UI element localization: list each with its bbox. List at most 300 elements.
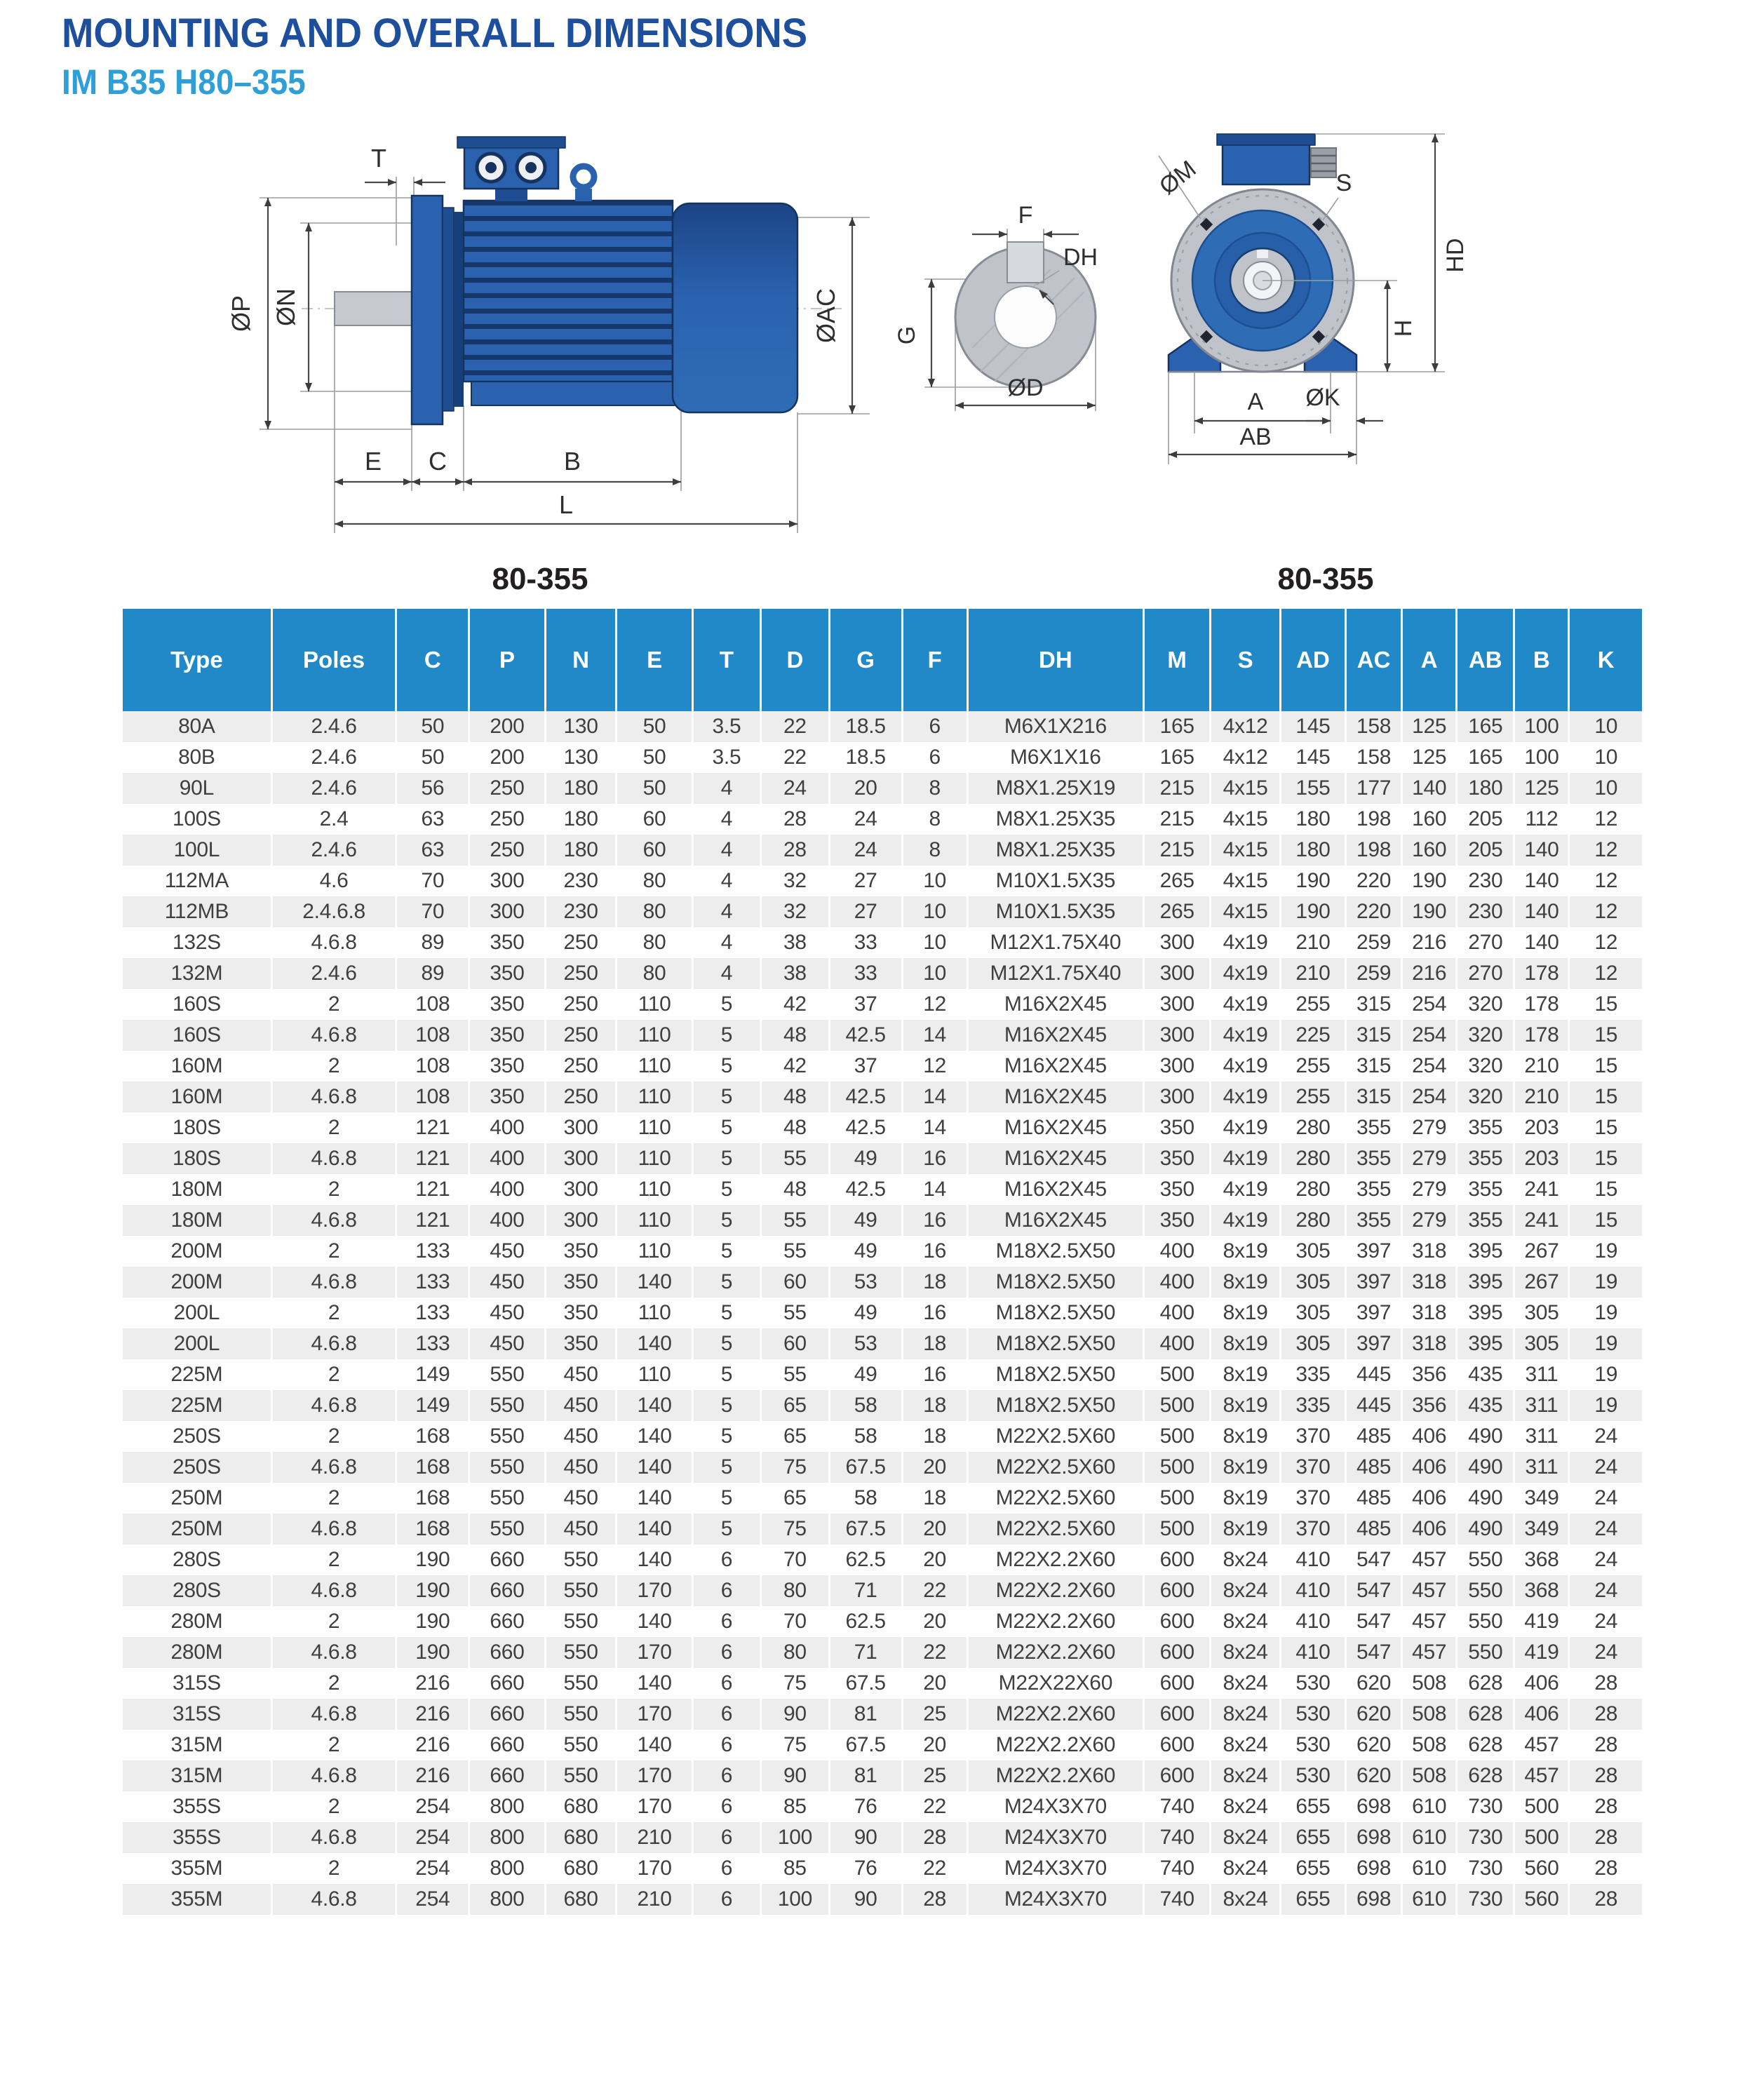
table-cell: 28 [761,835,829,866]
table-cell: 4 [692,958,760,989]
table-cell: 406 [1514,1668,1569,1699]
table-cell: 140 [617,1514,692,1544]
page-title: MOUNTING AND OVERALL DIMENSIONS [62,11,808,56]
table-cell: 280M [170,1641,223,1664]
table-cell: 230 [545,896,617,927]
table-cell: 6 [902,742,967,773]
table-cell: 28 [1569,1822,1642,1853]
table-cell: 49 [829,1205,902,1236]
table-cell: 406 [1402,1514,1457,1544]
table-cell: 28 [761,804,829,835]
table-cell: 49 [829,1143,902,1174]
table-cell: 279 [1402,1112,1457,1143]
table-cell: 19 [1569,1236,1642,1267]
table-cell: 18.5 [829,711,902,742]
table-cell: 178 [1514,1020,1569,1051]
table-cell: 6 [692,1575,760,1606]
side-view-drawing [227,137,870,533]
table-cell: 14 [902,1020,967,1051]
table-cell: 110 [617,989,692,1020]
table-cell: 168 [396,1421,469,1452]
table-cell: 90 [761,1760,829,1791]
table-cell: 90 [829,1822,902,1853]
column-header-k: K [1569,609,1642,711]
flange-neck [454,212,464,407]
table-cell: 500 [1144,1359,1211,1390]
table-cell: 8x19 [1211,1298,1281,1328]
table-cell: 4.6.8 [271,1328,396,1359]
table-cell: 5 [692,989,760,1020]
table-cell: 4x19 [1211,1051,1281,1082]
table-cell: 550 [469,1390,545,1421]
table-cell: 12 [902,989,967,1020]
table-cell: M18X2.5X50 [967,1298,1143,1328]
table-cell: 600 [1144,1730,1211,1760]
table-cell: 311 [1514,1421,1569,1452]
table-cell: 190 [1402,896,1457,927]
table-cell: 241 [1514,1205,1569,1236]
table-cell: 280S [172,1548,221,1571]
table-cell: 50 [396,711,469,742]
table-cell: 168 [396,1452,469,1483]
table-row [123,1791,1642,1822]
table-cell: 305 [1280,1236,1345,1267]
table-cell: 200M [170,1239,223,1262]
table-cell: 80B [178,746,215,769]
dimensions-table [123,609,1642,1915]
table-cell: 165 [1457,711,1514,742]
table-cell: 200M [170,1270,223,1293]
table-cell: 250 [545,1020,617,1051]
table-cell: 550 [545,1544,617,1575]
table-cell: 5 [692,1421,760,1452]
table-cell: 259 [1346,927,1402,958]
table-cell: 4x12 [1211,711,1281,742]
table-cell: 216 [1402,958,1457,989]
table-cell: 50 [396,742,469,773]
table-cell: 395 [1457,1267,1514,1298]
table-cell: 410 [1280,1544,1345,1575]
table-cell: 315M [170,1733,223,1756]
table-cell: 140 [617,1606,692,1637]
table-cell: 8 [902,804,967,835]
table-cell: 203 [1514,1143,1569,1174]
table-cell: 280 [1280,1112,1345,1143]
table-cell: 12 [1569,804,1642,835]
table-cell: 67.5 [829,1452,902,1483]
table-cell: 355M [170,1857,223,1880]
table-cell: 50 [617,711,692,742]
table-cell: 4.6.8 [271,1143,396,1174]
table-cell: 660 [469,1668,545,1699]
table-cell: 49 [829,1236,902,1267]
table-cell: 200L [173,1301,220,1324]
table-cell: M10X1.5X35 [967,896,1143,927]
table-cell: 170 [617,1853,692,1884]
table-cell: 8x24 [1211,1822,1281,1853]
table-cell: 4.6.8 [271,1390,396,1421]
dim-label-ac: ØAC [812,288,840,344]
table-cell: 140 [1514,896,1569,927]
table-cell: 8x19 [1211,1390,1281,1421]
table-cell: 6 [692,1822,760,1853]
table-cell: 300 [1144,958,1211,989]
table-cell: 190 [396,1637,469,1668]
table-cell: 2.4.6 [271,773,396,804]
table-cell: M6X1X16 [967,742,1143,773]
table-cell: 410 [1280,1637,1345,1668]
table-cell: 24 [1569,1452,1642,1483]
table-cell: 80 [761,1575,829,1606]
table-cell: 250S [172,1455,221,1479]
table-cell: 110 [617,1020,692,1051]
table-cell: 2.4.6 [271,711,396,742]
table-cell: 350 [1144,1205,1211,1236]
table-cell: 140 [617,1421,692,1452]
table-cell: 620 [1346,1699,1402,1730]
table-cell: 190 [1280,896,1345,927]
table-cell: 680 [545,1853,617,1884]
table-cell: 300 [1144,989,1211,1020]
table-cell: 4.6.8 [271,1637,396,1668]
table-row [123,1760,1642,1791]
motor-foot [471,382,680,405]
table-cell: 279 [1402,1143,1457,1174]
table-cell: 355 [1346,1174,1402,1205]
table-cell: 457 [1402,1575,1457,1606]
table-cell: 140 [617,1544,692,1575]
table-cell: 500 [1144,1452,1211,1483]
table-cell: 32 [761,896,829,927]
table-cell: M16X2X45 [967,1082,1143,1112]
shaft-section-drawing [894,202,1098,411]
table-cell: 15 [1569,1143,1642,1174]
table-row [123,989,1642,1020]
table-cell: 190 [1280,866,1345,896]
table-cell: 5 [692,1298,760,1328]
table-cell: 5 [692,1483,760,1514]
table-cell: 370 [1280,1421,1345,1452]
table-cell: 216 [1402,927,1457,958]
table-cell: 318 [1402,1298,1457,1328]
table-cell: 71 [829,1637,902,1668]
table-row [123,1668,1642,1699]
table-cell: 8x19 [1211,1421,1281,1452]
table-cell: 190 [396,1606,469,1637]
table-cell: 550 [469,1359,545,1390]
table-cell: 160 [1402,804,1457,835]
table-cell: 450 [545,1483,617,1514]
table-cell: 419 [1514,1606,1569,1637]
table-cell: 250 [545,989,617,1020]
table-cell: 356 [1402,1390,1457,1421]
dim-label-hd: HD [1442,238,1469,273]
cable-gland-left-hole [485,162,497,173]
table-cell: 457 [1402,1637,1457,1668]
column-header-ab: AB [1457,609,1514,711]
table-cell: 110 [617,1298,692,1328]
table-cell: 67.5 [829,1514,902,1544]
table-cell: 100S [172,807,221,830]
table-cell: 320 [1457,1020,1514,1051]
table-cell: 457 [1514,1760,1569,1791]
table-cell: 8x24 [1211,1575,1281,1606]
table-cell: 6 [692,1606,760,1637]
table-cell: 8x19 [1211,1236,1281,1267]
table-cell: 2 [271,1791,396,1822]
table-cell: 508 [1402,1668,1457,1699]
table-cell: 2 [271,1483,396,1514]
dim-label-c: C [429,447,447,476]
table-cell: 203 [1514,1112,1569,1143]
table-cell: 400 [1144,1267,1211,1298]
table-cell: 305 [1280,1267,1345,1298]
table-cell: 350 [1144,1143,1211,1174]
table-cell: 10 [1569,742,1642,773]
table-cell: 210 [617,1822,692,1853]
table-cell: 500 [1144,1483,1211,1514]
table-cell: 85 [761,1791,829,1822]
table-cell: 80A [178,715,215,738]
table-cell: 205 [1457,804,1514,835]
table-row [123,1359,1642,1390]
table-cell: M24X3X70 [967,1791,1143,1822]
table-row [123,1051,1642,1082]
table-cell: 18 [902,1267,967,1298]
table-cell: 530 [1280,1699,1345,1730]
table-cell: 170 [617,1791,692,1822]
table-row [123,1112,1642,1143]
table-cell: 12 [1569,866,1642,896]
table-row [123,1143,1642,1174]
table-cell: 355 [1457,1205,1514,1236]
table-cell: 250 [545,1051,617,1082]
table-cell: 500 [1514,1822,1569,1853]
table-cell: 28 [1569,1699,1642,1730]
table-cell: 490 [1457,1421,1514,1452]
table-cell: 180S [172,1147,221,1170]
table-cell: 149 [396,1359,469,1390]
table-cell: M12X1.75X40 [967,958,1143,989]
table-cell: 5 [692,1267,760,1298]
table-row [123,1606,1642,1637]
table-cell: 19 [1569,1267,1642,1298]
table-cell: 22 [902,1791,967,1822]
terminal-box-neck [495,189,527,201]
table-cell: 20 [902,1606,967,1637]
table-cell: 37 [829,989,902,1020]
table-cell: 8x19 [1211,1328,1281,1359]
table-cell: 406 [1514,1699,1569,1730]
table-cell: 100 [761,1884,829,1915]
table-cell: 300 [545,1143,617,1174]
table-cell: 315S [172,1702,221,1725]
table-cell: 8x24 [1211,1606,1281,1637]
table-cell: 10 [902,896,967,927]
table-cell: 132S [172,931,221,954]
table-cell: 300 [469,866,545,896]
table-cell: M16X2X45 [967,1205,1143,1236]
table-cell: 80 [617,927,692,958]
terminal-box-lid [457,137,565,148]
column-header-b: B [1514,609,1569,711]
table-cell: 530 [1280,1730,1345,1760]
table-cell: 4 [692,835,760,866]
table-cell: 547 [1346,1637,1402,1668]
column-header-dh: DH [967,609,1143,711]
table-cell: 4.6.8 [271,1205,396,1236]
table-cell: 450 [545,1452,617,1483]
table-cell: 230 [545,866,617,896]
table-cell: M8X1.25X19 [967,773,1143,804]
table-cell: 80 [761,1637,829,1668]
table-cell: 37 [829,1051,902,1082]
table-cell: 58 [829,1390,902,1421]
table-row [123,1822,1642,1853]
table-cell: M22X2.2X60 [967,1606,1143,1637]
table-cell: 500 [1144,1421,1211,1452]
table-cell: 368 [1514,1544,1569,1575]
table-cell: 8x19 [1211,1452,1281,1483]
table-cell: 5 [692,1082,760,1112]
table-cell: M24X3X70 [967,1853,1143,1884]
table-cell: 450 [545,1421,617,1452]
table-cell: 140 [617,1328,692,1359]
table-cell: 5 [692,1236,760,1267]
table-cell: 350 [545,1328,617,1359]
table-cell: 445 [1346,1359,1402,1390]
table-cell: 133 [396,1298,469,1328]
table-cell: 355 [1346,1205,1402,1236]
table-body [123,711,1642,1915]
column-header-type: Type [123,609,271,711]
table-cell: 4x19 [1211,989,1281,1020]
table-cell: 225M [170,1394,223,1417]
table-cell: 20 [902,1514,967,1544]
table-cell: 55 [761,1359,829,1390]
table-cell: 133 [396,1236,469,1267]
table-cell: 560 [1514,1884,1569,1915]
table-cell: 28 [1569,1668,1642,1699]
table-cell: 730 [1457,1884,1514,1915]
table-cell: 500 [1144,1514,1211,1544]
table-cell: 53 [829,1328,902,1359]
table-cell: 255 [1280,1051,1345,1082]
table-cell: 5 [692,1205,760,1236]
table-cell: 210 [1280,927,1345,958]
table-row [123,1174,1642,1205]
table-cell: 628 [1457,1699,1514,1730]
table-cell: 42.5 [829,1112,902,1143]
table-cell: 200 [469,711,545,742]
table-cell: 108 [396,989,469,1020]
table-cell: 160M [170,1085,223,1108]
table-cell: 12 [902,1051,967,1082]
table-cell: M18X2.5X50 [967,1267,1143,1298]
table-row [123,1730,1642,1760]
table-cell: 18 [902,1328,967,1359]
table-cell: 168 [396,1514,469,1544]
table-cell: 680 [545,1822,617,1853]
table-cell: 210 [1514,1051,1569,1082]
table-cell: 5 [692,1390,760,1421]
table-cell: 71 [829,1575,902,1606]
table-cell: 180 [545,773,617,804]
table-cell: 50 [617,773,692,804]
table-cell: M16X2X45 [967,1143,1143,1174]
table-cell: 170 [617,1699,692,1730]
table-cell: 395 [1457,1236,1514,1267]
table-cell: 22 [761,711,829,742]
table-cell: 315M [170,1764,223,1787]
table-cell: 2 [271,989,396,1020]
table-cell: 216 [396,1760,469,1791]
table-cell: 27 [829,896,902,927]
table-cell: 28 [1569,1853,1642,1884]
table-cell: 620 [1346,1730,1402,1760]
table-cell: M22X2.2X60 [967,1575,1143,1606]
table-cell: 4x19 [1211,1020,1281,1051]
table-cell: 180 [1457,773,1514,804]
column-header-n: N [545,609,617,711]
table-cell: 48 [761,1082,829,1112]
table-cell: 18 [902,1390,967,1421]
table-row [123,1452,1642,1483]
table-cell: 22 [902,1853,967,1884]
table-row [123,1267,1642,1298]
table-cell: 368 [1514,1575,1569,1606]
table-cell: 560 [1514,1853,1569,1884]
table-cell: 24 [1569,1606,1642,1637]
table-cell: 140 [617,1390,692,1421]
table-cell: 180M [170,1178,223,1201]
table-cell: 2 [271,1853,396,1884]
table-cell: 42.5 [829,1174,902,1205]
table-cell: 350 [469,958,545,989]
table-cell: 356 [1402,1359,1457,1390]
table-cell: 19 [1569,1328,1642,1359]
table-cell: 24 [1569,1637,1642,1668]
table-cell: 15 [1569,989,1642,1020]
cable-gland-right-hole [525,162,537,173]
table-row [123,1020,1642,1051]
table-cell: 628 [1457,1760,1514,1791]
table-cell: 121 [396,1174,469,1205]
table-cell: 20 [902,1668,967,1699]
table-cell: 267 [1514,1236,1569,1267]
table-cell: 165 [1457,742,1514,773]
table-cell: 550 [1457,1544,1514,1575]
table-cell: 125 [1402,711,1457,742]
table-cell: 24 [1569,1483,1642,1514]
table-cell: 8x24 [1211,1884,1281,1915]
table-cell: 62.5 [829,1606,902,1637]
table-cell: 15 [1569,1205,1642,1236]
table-cell: 397 [1346,1298,1402,1328]
table-cell: 547 [1346,1575,1402,1606]
table-cell: 2.4.6 [271,835,396,866]
table-cell: 180S [172,1116,221,1139]
table-cell: 397 [1346,1328,1402,1359]
table-cell: 165 [1144,742,1211,773]
table-cell: 2.4 [271,804,396,835]
table-cell: 55 [761,1236,829,1267]
table-cell: 65 [761,1483,829,1514]
table-cell: 180 [1280,835,1345,866]
table-cell: 397 [1346,1267,1402,1298]
figure-caption-right: 80-355 [1277,562,1374,596]
table-cell: 100 [761,1822,829,1853]
